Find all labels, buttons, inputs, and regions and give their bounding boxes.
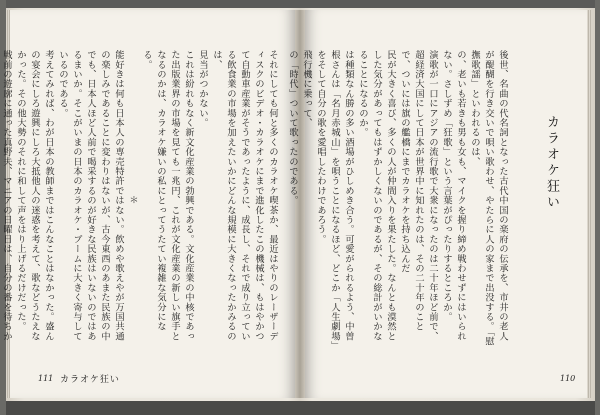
left-page-number: 111 [38, 374, 54, 383]
book-cover-bottom-edge [0, 401, 600, 415]
left-running-head: カラオケ狂い [60, 375, 120, 385]
page-edges-right [587, 10, 591, 398]
right-paragraph: 飛行機に乗って、 [301, 50, 312, 128]
right-paragraph: 後世、名曲の代名詞となった古代中国の楽府の伝承を、市井の老人が醍醐を行き交いで唄い歌わせ、やたらに人の家まで出没する。「慰撫歌謡」といわれるのは、 [469, 50, 508, 347]
left-paragraph: 戦前の遊廓に通った真野夫、マニアの日曜日は、自分の番を待ちか [1, 50, 12, 341]
right-paragraph: の「時代」ついて歌ったのである。 [287, 50, 298, 206]
chapter-title: カラオケ狂い [544, 115, 559, 211]
left-paragraph: 能好きは何も日本人の専売特許ではない。飲めや歌えやが万国共通の楽しみであることに変わりはないが、古今東西のあまた民族の中でも、日本人ほど人前で喝采するのが好きな民族はいないのではあるまいか。そこがいまの日本のカラオケ・ブームに大きく寄与しているのである。 [57, 50, 124, 341]
left-paragraph: 考えてみれば、わが日本の教師まではこんなことはなかった。盛んの宴会にしろ遊興にしろ大抵他人の迷惑を考えて、歌などうたえなかった。その他大勢のそれに和して声をはり上げるだけだった。 [15, 50, 54, 341]
left-paragraph: それにしても何と多くのカラオケ喫茶か、最近はやりのレーザーディスクのビデオ・カラオケにまで進化したこの機械は、もはやかつて自動車産業がそうであったように、成長し、それで成り立っている飲食業の市場を加えたいかにどんな規模に大きくなったかみるのは、 [211, 50, 278, 341]
book-cover-right-edge [595, 0, 600, 415]
right-paragraph: は種類なん勝の多い酒場がひしめき合う。可愛がられるよう、中曽根さんは「名月赤城山」を唄うことになるほど、どこか「人生劇場」をそして自分の歌を愛唱したわけであろう。 [315, 50, 354, 347]
left-page-body [1, 50, 279, 350]
right-page [287, 10, 587, 398]
right-page-body [287, 50, 509, 350]
section-break-mark: ＊ [127, 195, 138, 205]
right-paragraph: 演歌が一口にアジアの流行歌で大衆になったのは二十年ほど前で、超経済大国にして日本が世界中に知れたのは、その二十年のことで、ついには旗の艦橋にまでカラオケを持ち込んだ [399, 50, 438, 341]
right-paragraph: の、老いも若きも男も女も、マイクを握り締め戦わせずにはいられない。さしずめ「狂歌」という言葉がぴったりするところか。 [441, 50, 466, 341]
book-cover-top-edge [0, 0, 600, 8]
left-paragraph: これは紛れもなく新文化産業の勃興である。文化産業の中核であった出版業界の市場を見ても一兆円、これが文化産業の新しい旗手となるのかは、カラオケ嫌いの私にとってうたてい複雑な気分になる。 [141, 50, 194, 341]
right-page-number: 110 [560, 374, 576, 383]
right-paragraph: 民が大きく喜び、多くの人が仲間入りを果たした。なんとも漠然とした気分があってもはずかしくないのであるが、その総計がいかなることになるのか。 [357, 50, 396, 341]
left-paragraph: 見当がつかない。 [197, 50, 208, 128]
left-page [1, 10, 295, 398]
